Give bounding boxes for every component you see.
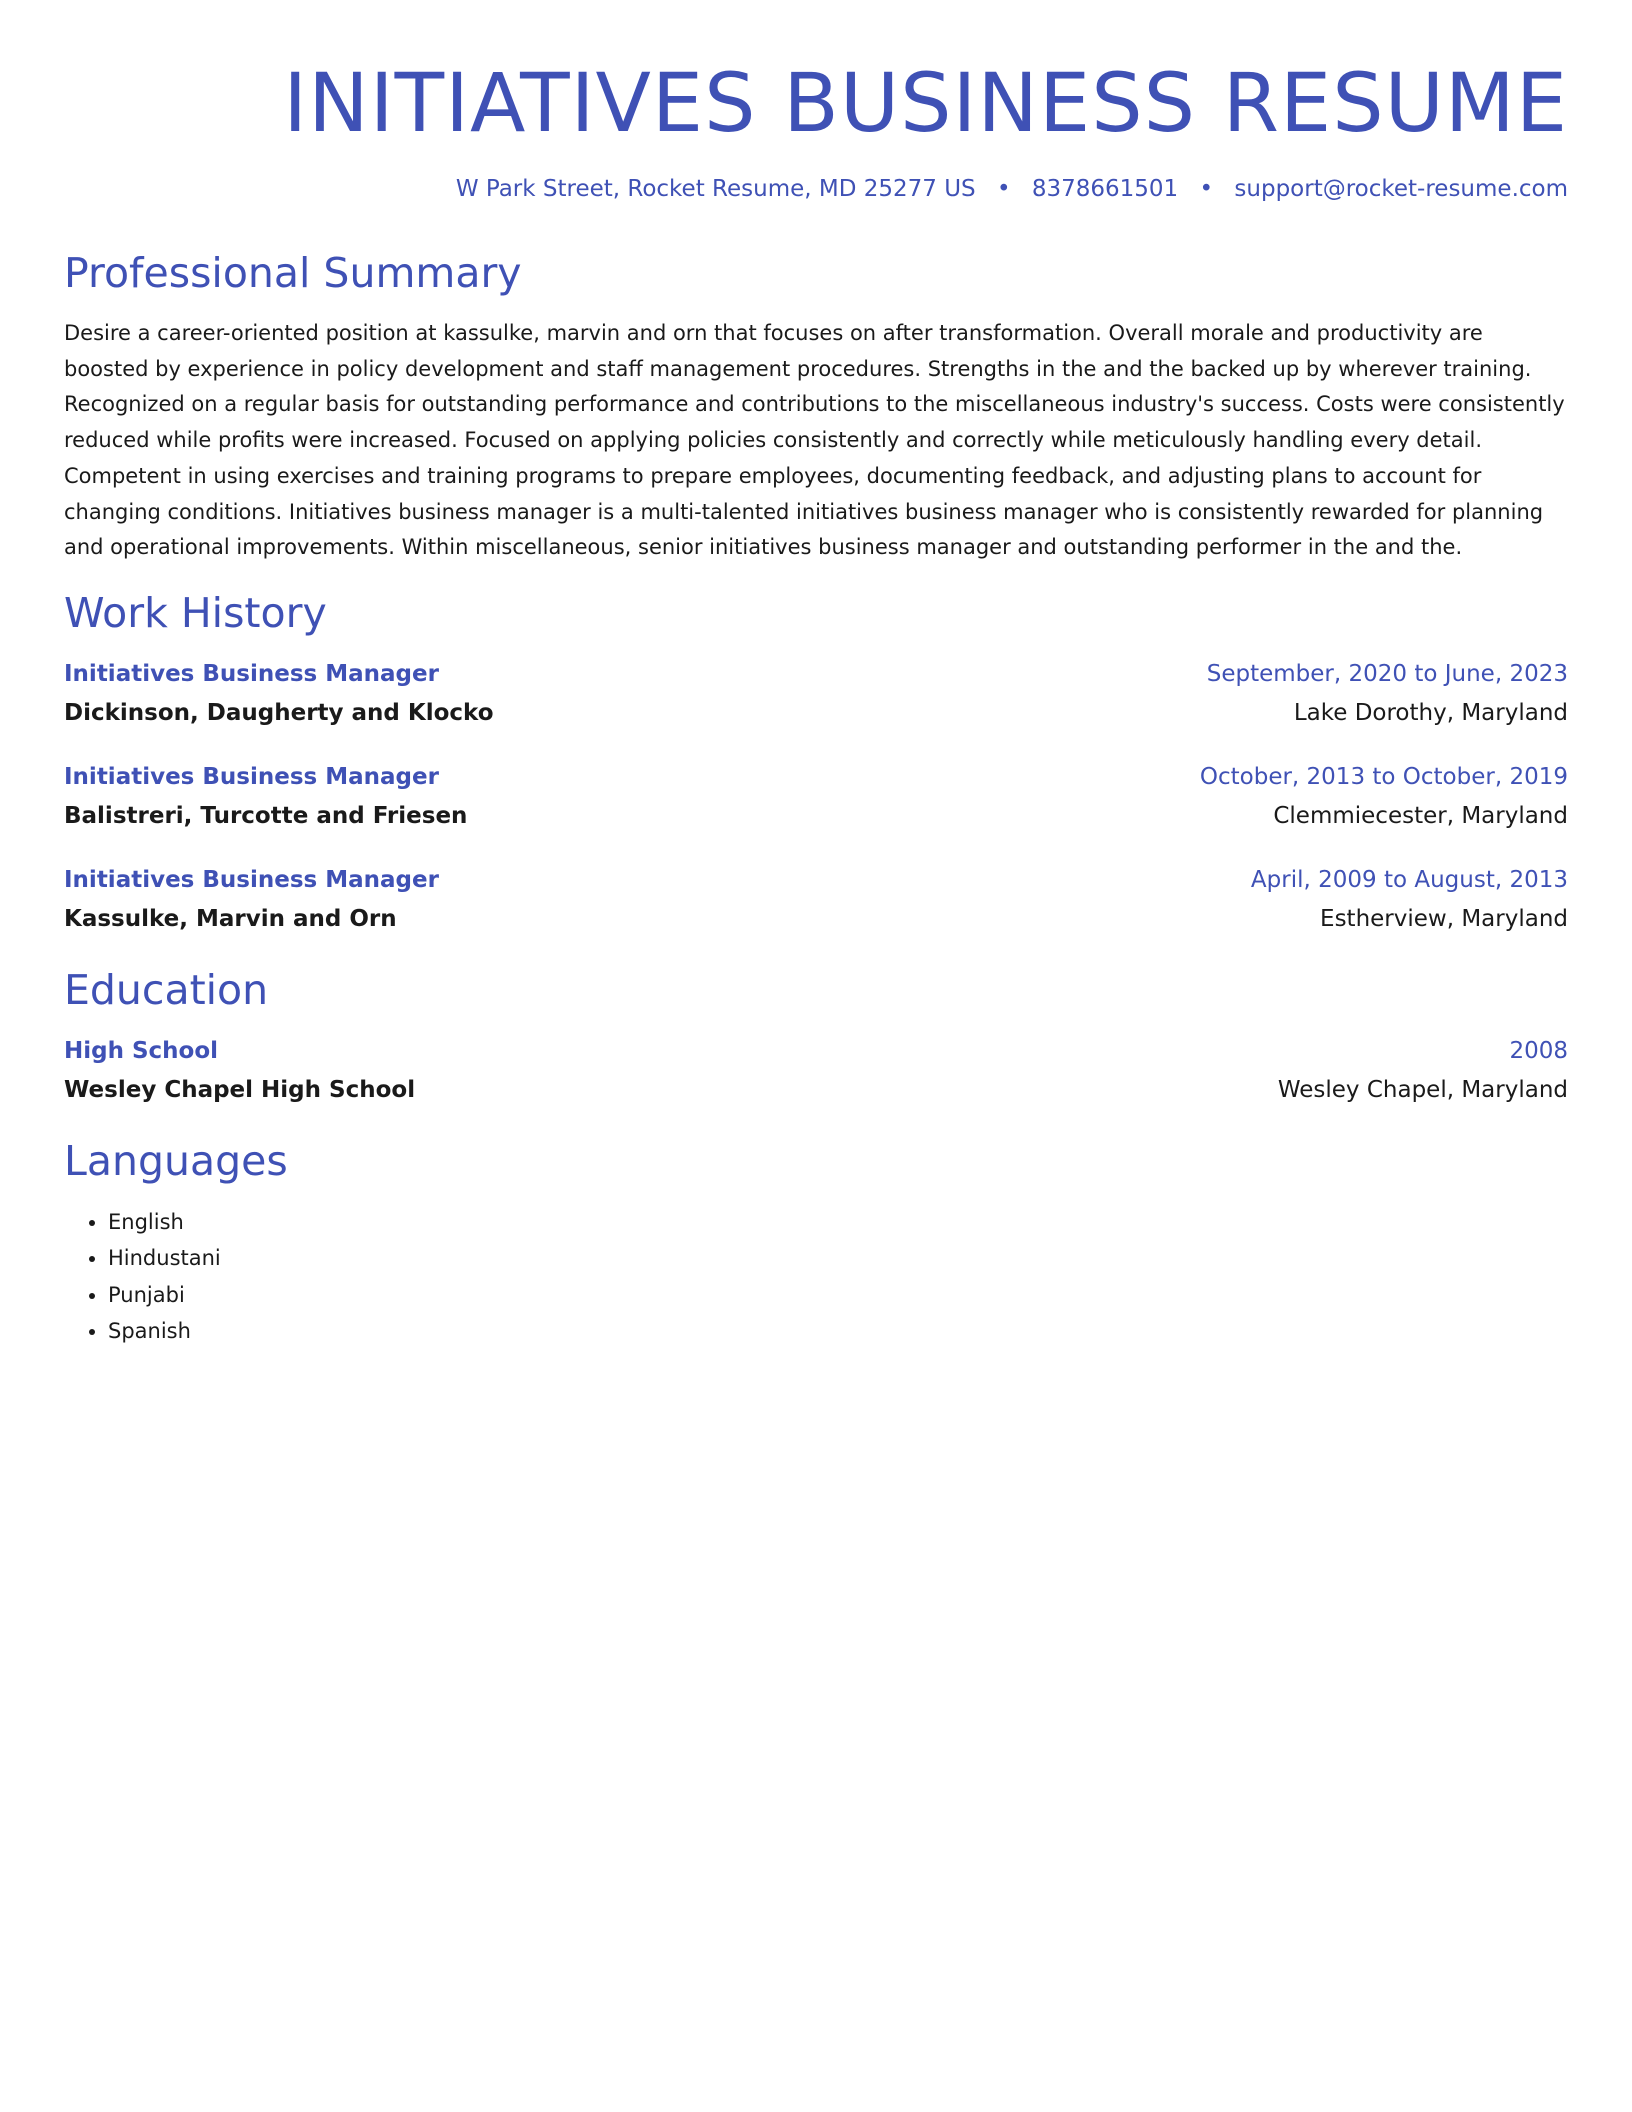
education-year: 2008	[1509, 1037, 1568, 1064]
job-location: Estherview, Maryland	[1320, 905, 1568, 932]
job-entry	[64, 864, 1568, 935]
job-location: Clemmiecester, Maryland	[1273, 802, 1568, 829]
resume-title: INITIATIVES BUSINESS RESUME	[283, 57, 1568, 151]
job-location: Lake Dorothy, Maryland	[1293, 699, 1568, 726]
job-dates: September, 2020 to June, 2023	[1206, 660, 1568, 687]
job-detail-row	[64, 903, 1568, 935]
languages-section	[64, 1136, 1568, 1350]
education-section	[64, 965, 1568, 1106]
job-dates: April, 2009 to August, 2013	[1250, 866, 1568, 893]
summary-section	[64, 248, 1568, 566]
education-entry	[64, 1035, 1568, 1106]
contact-separator: •	[996, 176, 1011, 202]
languages-list	[64, 1204, 1568, 1350]
education-detail-row	[64, 1074, 1568, 1106]
contact-address: W Park Street, Rocket Resume, MD 25277 US	[455, 176, 976, 202]
job-title: Initiatives Business Manager	[64, 866, 439, 893]
education-heading: Education	[64, 965, 269, 1014]
job-detail-row	[64, 697, 1568, 729]
education-location: Wesley Chapel, Maryland	[1277, 1076, 1568, 1103]
work-history-section	[64, 588, 1568, 935]
language-item: • Spanish	[108, 1313, 1568, 1350]
language-item: • Punjabi	[108, 1277, 1568, 1314]
contact-email[interactable]: support@rocket-resume.com	[1234, 176, 1568, 202]
job-header-row	[64, 761, 1568, 793]
job-header-row	[64, 658, 1568, 690]
job-company: Balistreri, Turcotte and Friesen	[64, 802, 468, 829]
contact-phone: 8378661501	[1031, 176, 1179, 202]
job-header-row	[64, 864, 1568, 896]
job-dates: October, 2013 to October, 2019	[1199, 763, 1568, 790]
job-company: Kassulke, Marvin and Orn	[64, 905, 397, 932]
job-entry	[64, 761, 1568, 832]
languages-heading: Languages	[64, 1136, 288, 1185]
education-header-row	[64, 1035, 1568, 1067]
work-history-heading: Work History	[64, 588, 327, 637]
summary-heading: Professional Summary	[64, 249, 522, 297]
contact-line	[64, 174, 1568, 204]
language-item: • English	[108, 1204, 1568, 1241]
language-item: • Hindustani	[108, 1240, 1568, 1277]
contact-separator: •	[1199, 176, 1214, 202]
job-detail-row	[64, 800, 1568, 832]
education-school: Wesley Chapel High School	[64, 1076, 416, 1103]
resume-header	[64, 56, 1568, 204]
education-degree: High School	[64, 1037, 219, 1064]
summary-text: Desire a career-oriented position at kassulke, marvin and orn that focuses on after transformation. Overall morale and productivity are boosted by experience in policy development and staff management procedures. Strengths in the and the backed up by wherever training. Recognized on a regular basis for outstanding performance and contributions to the miscellaneous industry's success. Costs were consistently reduced while profits were increased. Focused on applying policies consistently and correctly while meticulously handling every detail. Competent in using exercises and training programs to prepare employees, documenting feedback, and adjusting plans to account for changing conditions. Initiatives business manager is a multi-talented initiatives business manager who is consistently rewarded for planning and operational improvements. Within miscellaneous, senior initiatives business manager and outstanding performer in the and the.	[64, 321, 1565, 560]
job-entry	[64, 658, 1568, 729]
job-title: Initiatives Business Manager	[64, 660, 439, 687]
job-title: Initiatives Business Manager	[64, 763, 439, 790]
job-company: Dickinson, Daugherty and Klocko	[64, 699, 494, 726]
